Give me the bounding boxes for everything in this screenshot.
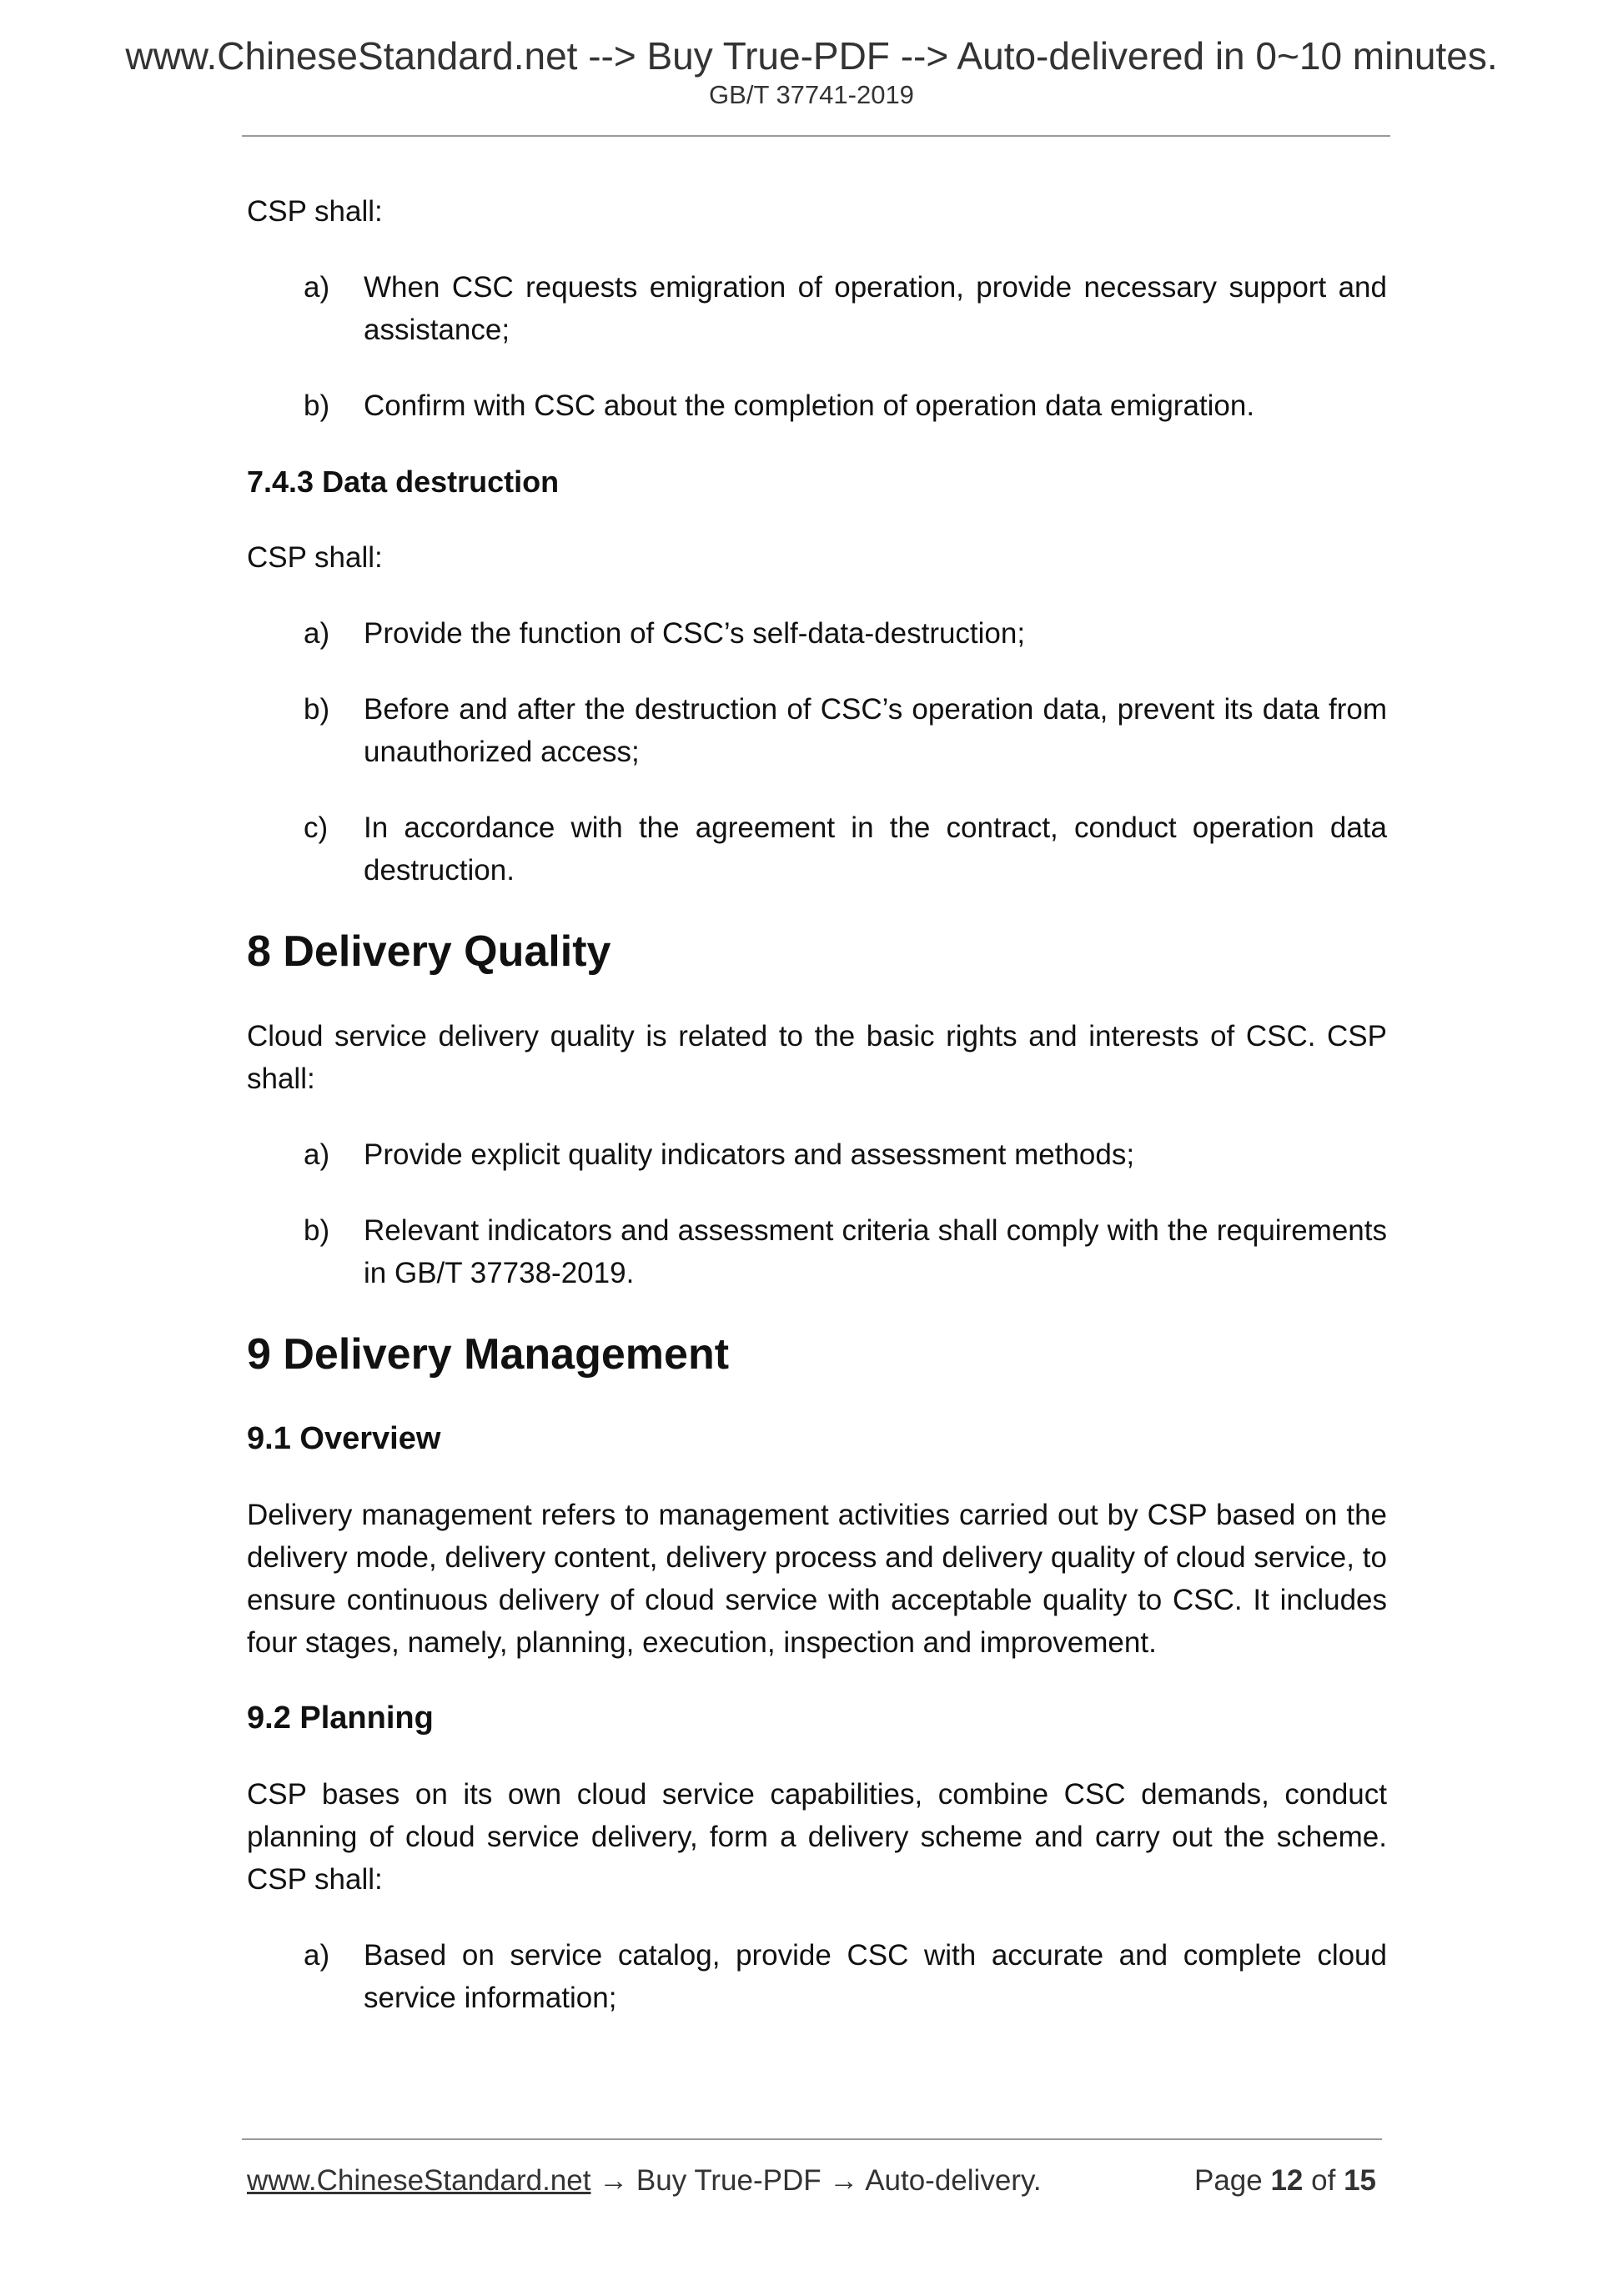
- list-item: [247, 384, 1387, 427]
- list-item: [247, 266, 1387, 351]
- section-heading-9-1: 9.1 Overview: [247, 1421, 441, 1456]
- section-heading-7-4-3: 7.4.3 Data destruction: [247, 465, 560, 499]
- list-item-text: Based on service catalog, provide CSC with accurate and complete cloud service information;: [364, 1939, 1387, 2014]
- section-9-1-text: Delivery management refers to management activities carried out by CSP based on the delivery mode, delivery content, delivery process and delivery quality of cloud service, to ensure continuous delivery of cloud service with acceptable quality to CSC. It includes four stages, namely, planning, execution, inspection and improvement.: [247, 1499, 1387, 1659]
- list-marker: a): [304, 1138, 330, 1171]
- top-banner: www.ChineseStandard.net --> Buy True-PDF --> Auto-delivered in 0~10 minutes.: [125, 34, 1498, 78]
- page-number: 12: [1270, 2164, 1304, 2197]
- list-item: [247, 806, 1387, 892]
- page-indicator: [1194, 2166, 1376, 2195]
- list-marker: a): [304, 1939, 330, 1972]
- list-item-text: In accordance with the agreement in the contract, conduct operation data destruction.: [364, 811, 1387, 887]
- list-item-text: Provide explicit quality indicators and assessment methods;: [364, 1138, 1135, 1171]
- section-heading-8: 8 Delivery Quality: [247, 927, 611, 976]
- list-marker: b): [304, 693, 330, 726]
- list-marker: b): [304, 1214, 330, 1247]
- list-marker: c): [304, 811, 329, 844]
- list-item-text: Provide the function of CSC’s self-data-destruction;: [364, 617, 1026, 650]
- list-item-text: When CSC requests emigration of operation, provide necessary support and assistance;: [364, 271, 1387, 346]
- list-item: [247, 612, 1387, 655]
- list-marker: b): [304, 389, 330, 422]
- list-item-text: Before and after the destruction of CSC’s operation data, prevent its data from unauthorized access;: [364, 693, 1387, 768]
- section-heading-9-2: 9.2 Planning: [247, 1701, 434, 1736]
- list-marker: a): [304, 271, 330, 304]
- footer-buy-text: Buy True-PDF: [636, 2164, 822, 2197]
- footer-site-link[interactable]: www.ChineseStandard.net: [247, 2164, 591, 2197]
- list-item: [247, 688, 1387, 773]
- list-marker: a): [304, 617, 330, 650]
- list-item: [247, 1133, 1387, 1176]
- footer-auto-text: Auto-delivery.: [865, 2164, 1042, 2197]
- section-8-intro: Cloud service delivery quality is related to the basic rights and interests of CSC. CSP shall:: [247, 1020, 1387, 1095]
- page-total: 15: [1344, 2164, 1376, 2197]
- footer-promo: [247, 2166, 1042, 2195]
- list-item-text: Confirm with CSC about the completion of operation data emigration.: [364, 389, 1255, 422]
- arrow-right-icon: →: [821, 2164, 866, 2197]
- standard-code-header: GB/T 37741-2019: [709, 80, 914, 109]
- arrow-right-icon: →: [590, 2164, 636, 2197]
- list-item: [247, 1209, 1387, 1294]
- list-item: [247, 1934, 1387, 2019]
- section-7-4-3-intro: CSP shall:: [247, 541, 383, 574]
- header-divider: [242, 135, 1390, 137]
- page-label: Page: [1193, 2164, 1263, 2197]
- section-heading-9: 9 Delivery Management: [247, 1330, 730, 1379]
- of-label: of: [1311, 2164, 1336, 2197]
- list-item-text: Relevant indicators and assessment criteria shall comply with the requirements in GB/T 37738-2019.: [364, 1214, 1387, 1289]
- document-body: [247, 190, 1387, 2052]
- section-9-2-text: CSP bases on its own cloud service capabilities, combine CSC demands, conduct planning of cloud service delivery, form a delivery scheme and carry out the scheme. CSP shall:: [247, 1778, 1387, 1896]
- emigration-intro: CSP shall:: [247, 195, 383, 228]
- footer-divider: [242, 2138, 1382, 2140]
